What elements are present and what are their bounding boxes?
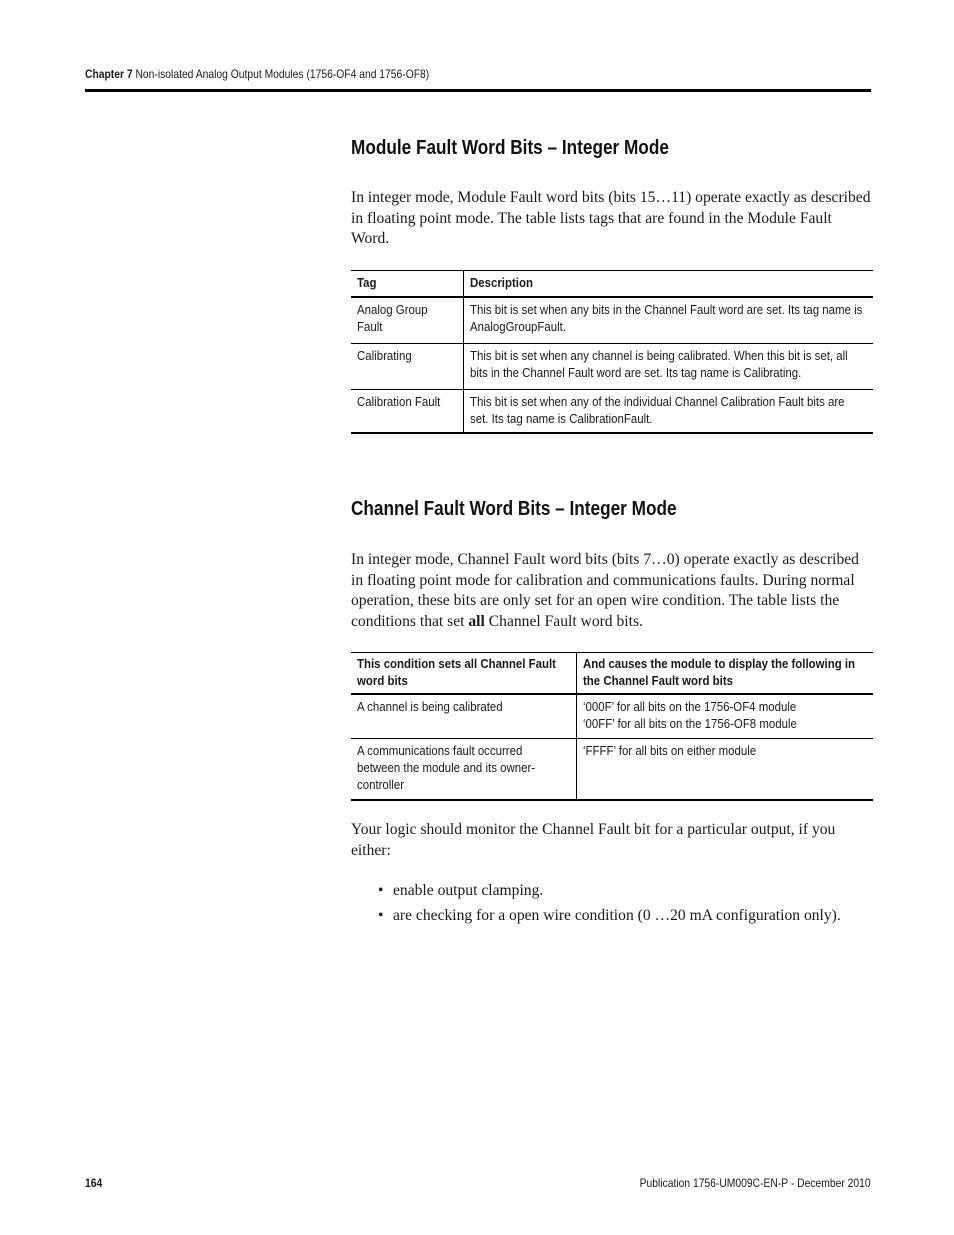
- list-item: • are checking for a open wire condition (0 …20 mA configuration only).: [378, 903, 878, 928]
- table-header-row: [351, 653, 873, 695]
- table-row: [351, 297, 873, 344]
- table-cell-condition: A communications fault occurred between the module and its owner-controller: [351, 739, 576, 801]
- column-header-display: And causes the module to display the following in the Channel Fault word bits: [576, 653, 873, 695]
- module-fault-paragraph: In integer mode, Module Fault word bits (bits 15…11) operate exactly as described in floating point mode. The table lists tags that are found in the Module Fault Word.: [351, 189, 871, 247]
- list-item: • enable output clamping.: [378, 878, 878, 903]
- table-cell-tag: Analog Group Fault: [351, 297, 463, 344]
- table-row: [351, 694, 873, 739]
- bullet-icon: •: [378, 882, 384, 899]
- header-chapter: Chapter 7: [85, 67, 133, 81]
- column-header-description: Description: [463, 271, 873, 298]
- table-row: [351, 344, 873, 390]
- section-heading-channel-fault: Channel Fault Word Bits – Integer Mode: [351, 498, 677, 520]
- bullet-icon: •: [378, 907, 384, 924]
- running-header: [85, 66, 761, 82]
- table-cell-tag: Calibrating: [351, 344, 463, 390]
- module-fault-table: [351, 270, 873, 434]
- column-header-condition: This condition sets all Channel Fault word bits: [351, 653, 576, 695]
- column-header-tag: Tag: [351, 271, 463, 298]
- page-number: 164: [85, 1176, 103, 1190]
- monitor-paragraph: Your logic should monitor the Channel Fault bit for a particular output, if you either:: [351, 821, 836, 859]
- table-cell-display: ‘000F’ for all bits on the 1756-OF4 module ‘00FF’ for all bits on the 1756-OF8 module: [576, 694, 873, 739]
- publication-info: Publication 1756-UM009C-EN-P - December 2010: [640, 1176, 871, 1190]
- table-cell-tag: Calibration Fault: [351, 390, 463, 434]
- table-cell-description: This bit is set when any bits in the Channel Fault word are set. Its tag name is AnalogGroupFault.: [463, 297, 873, 344]
- table-row: [351, 390, 873, 434]
- channel-fault-paragraph: In integer mode, Channel Fault word bits (bits 7…0) operate exactly as described in floating point mode for calibration and communications faults. During normal operation, these bits are only set for an open wire condition. The table lists the conditions that set all Channel Fault word bits.: [351, 551, 859, 630]
- table-cell-display: ‘FFFF’ for all bits on either module: [576, 739, 873, 801]
- table-cell-condition: A channel is being calibrated: [351, 694, 576, 739]
- channel-fault-table: [351, 652, 873, 801]
- table-cell-description: This bit is set when any of the individual Channel Calibration Fault bits are set. Its tag name is CalibrationFault.: [463, 390, 873, 434]
- header-rule: [85, 89, 871, 92]
- header-title: Non-isolated Analog Output Modules (1756-OF4 and 1756-OF8): [135, 67, 430, 81]
- table-cell-description: This bit is set when any channel is being calibrated. When this bit is set, all bits in the Channel Fault word are set. Its tag name is Calibrating.: [463, 344, 873, 390]
- table-row: [351, 739, 873, 801]
- section-heading-module-fault: Module Fault Word Bits – Integer Mode: [351, 137, 669, 159]
- table-header-row: [351, 271, 873, 298]
- bullet-list: [378, 878, 878, 928]
- emphasis-all: all: [468, 612, 485, 630]
